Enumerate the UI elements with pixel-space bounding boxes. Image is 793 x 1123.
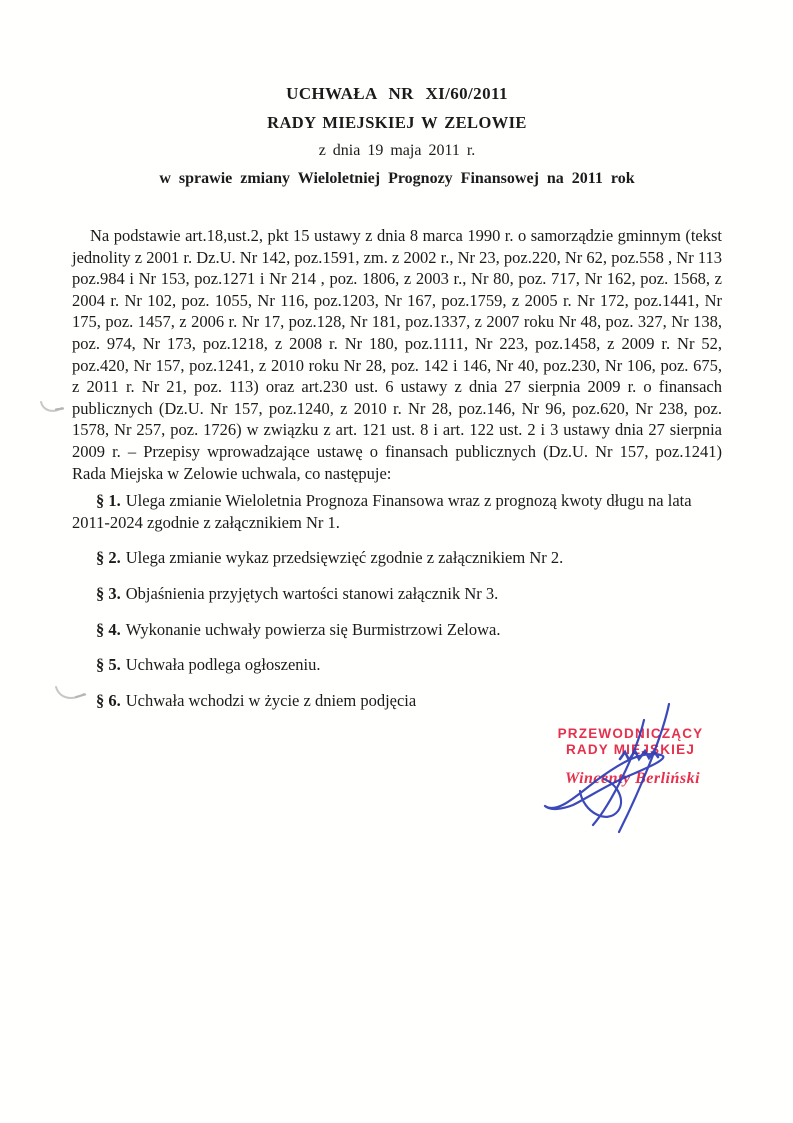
document-content: [72, 0, 722, 711]
section-marker: § 5.: [96, 655, 121, 675]
resolution-date: z dnia 19 maja 2011 r.: [318, 142, 476, 159]
scan-artifact-mark: [38, 396, 68, 418]
section-marker: § 2.: [96, 548, 121, 568]
section-text: Ulega zmianie wykaz przedsięwzięć zgodnie z załącznikiem Nr 2.: [125, 548, 564, 568]
section-text: Uchwała podlega ogłoszeniu.: [125, 655, 321, 675]
section-text: Uchwała wchodzi w życie z dniem podjęcia: [125, 690, 417, 710]
handwritten-signature: [523, 692, 758, 857]
section-paragraph-2: [72, 547, 722, 569]
stamp-title-line: PRZEWODNICZĄCY: [557, 726, 704, 741]
council-name: RADY MIEJSKIEJ W ZELOWIE: [267, 113, 527, 132]
stamp-council-line: RADY MIEJSKIEJ: [565, 742, 696, 757]
section-marker: § 1.: [96, 491, 121, 511]
section-text: Wykonanie uchwały powierza się Burmistrzowi Zelowa.: [125, 619, 501, 639]
section-marker: § 4.: [96, 619, 121, 639]
chairman-stamp: [538, 726, 723, 758]
resolution-title: UCHWAŁA NR XI/60/2011: [286, 84, 508, 103]
section-paragraph-3: [72, 583, 722, 605]
section-paragraph-4: [72, 619, 722, 641]
resolution-subject: w sprawie zmiany Wieloletniej Prognozy Finansowej na 2011 rok: [159, 170, 635, 187]
section-marker: § 3.: [96, 583, 121, 603]
section-paragraph-5: [72, 654, 722, 676]
section-paragraph-1: [72, 490, 722, 533]
signer-name: Wincenty Berliński: [564, 770, 701, 787]
section-paragraph-6: [72, 690, 722, 712]
section-text: Objaśnienia przyjętych wartości stanowi załącznik Nr 3.: [125, 583, 499, 603]
section-marker: § 6.: [96, 690, 121, 710]
legal-preamble: Na podstawie art.18,ust.2, pkt 15 ustawy z dnia 8 marca 1990 r. o samorządzie gminnym (tekst jednolity z 2001 r. Dz.U. Nr 142, poz.1591, zm. z 2002 r., Nr 23, poz.220, Nr 62, poz.558 , Nr 113 poz.984 i Nr 153, poz.1271 i Nr 214 , poz. 1806, z 2003 r., Nr 80, poz. 717, Nr 162, poz. 1568, z 2004 r. Nr 102, poz. 1055, Nr 116, poz.1203, Nr 167, poz.1759, z 2005 r. Nr 172, poz.1441, Nr 175, poz. 1457, z 2006 r. Nr 17, poz.128, Nr 181, poz.1337, z 2007 roku Nr 48, poz. 327, Nr 138, poz. 974, Nr 173, poz.1218, z 2008 r. Nr 180, poz.1111, Nr 223, poz.1458, z 2009 r. Nr 52, poz.420, Nr 157, poz.1241, z 2010 roku Nr 28, poz. 142 i 146, Nr 40, poz.230, Nr 106, poz. 675, z 2011 r. Nr 21, poz. 113) oraz art.230 ust. 6 ustawy z dnia 27 sierpnia 2009 r. o finansach publicznych (Dz.U. Nr 157, poz.1240, z 2010 r. Nr 28, poz.146, Nr 96, poz.620, Nr 238, poz. 1578, Nr 257, poz. 1726) w związku z art. 121 ust. 8 i art. 122 ust. 2 i 3 ustawy dnia 27 sierpnia 2009 r. – Przepisy wprowadzające ustawę o finansach publicznych (Dz.U. Nr 157, poz.1241) Rada Miejska w Zelowie uchwala, co następuje:: [72, 226, 722, 483]
section-text: Ulega zmianie Wieloletnia Prognoza Finansowa wraz z prognozą kwoty długu na lata 2011-2024 zgodnie z załącznikiem Nr 1.: [72, 491, 692, 532]
